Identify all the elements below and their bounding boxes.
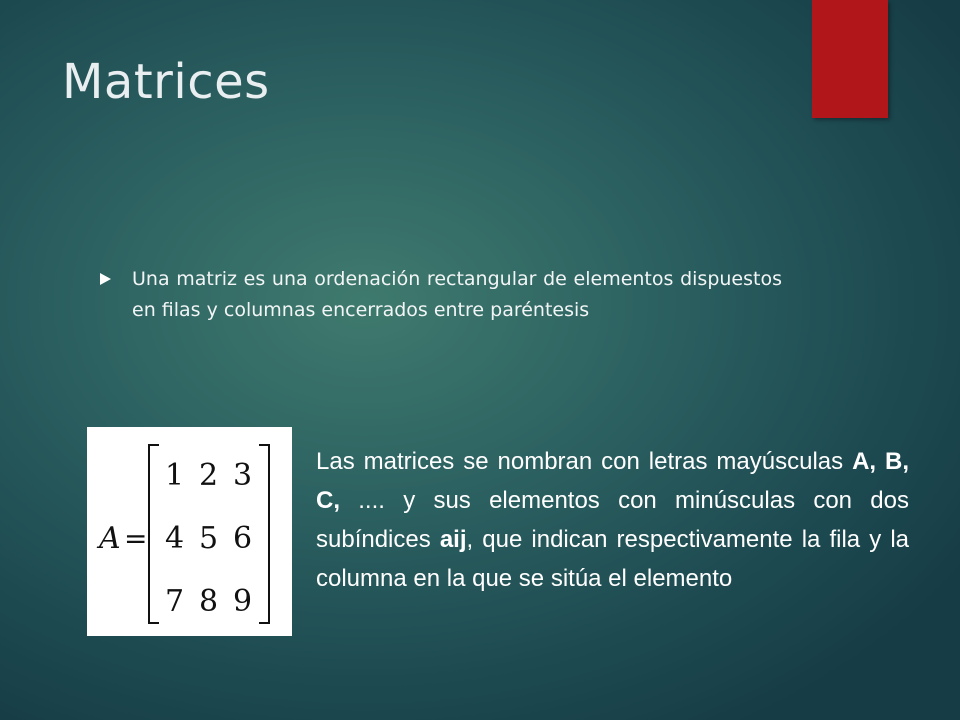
matrix-cell: 2 [199, 458, 219, 493]
matrix-cells [165, 458, 252, 619]
bullet-text: Una matriz es una ordenación rectangular de elementos dispuestos en filas y columnas encerrados entre paréntesis [132, 268, 782, 321]
matrix-cell: 4 [165, 521, 185, 556]
slide-title: Matrices [62, 54, 270, 110]
matrix-figure [87, 427, 292, 636]
desc-part-3: , que indican respectivamente la fila y la columna en la que se sitúa el elemento [316, 526, 909, 592]
matrix-cell: 9 [233, 584, 253, 619]
matrix-cell: 8 [199, 584, 219, 619]
matrix-name: A [99, 521, 121, 556]
description-text [316, 442, 909, 598]
desc-part-2: .... y sus elementos con minúsculas con dos subíndices [316, 487, 909, 553]
right-bracket [259, 445, 269, 623]
desc-bold-aij: aij [439, 526, 467, 553]
left-bracket [149, 445, 159, 623]
matrix-cell: 1 [165, 458, 185, 493]
matrix-cell: 6 [233, 521, 253, 556]
matrix-cell: 5 [199, 521, 219, 556]
matrix-cell: 7 [165, 584, 185, 619]
triangle-bullet-icon [100, 273, 111, 285]
bullet-item [100, 264, 782, 326]
accent-bar [812, 0, 888, 118]
desc-bold-letters: A, B, C, [316, 448, 910, 514]
matrix-image [87, 427, 292, 636]
matrix-equals: = [124, 522, 148, 555]
desc-part-1: Las matrices se nombran con letras mayúsculas [316, 448, 853, 475]
matrix-cell: 3 [233, 458, 253, 493]
